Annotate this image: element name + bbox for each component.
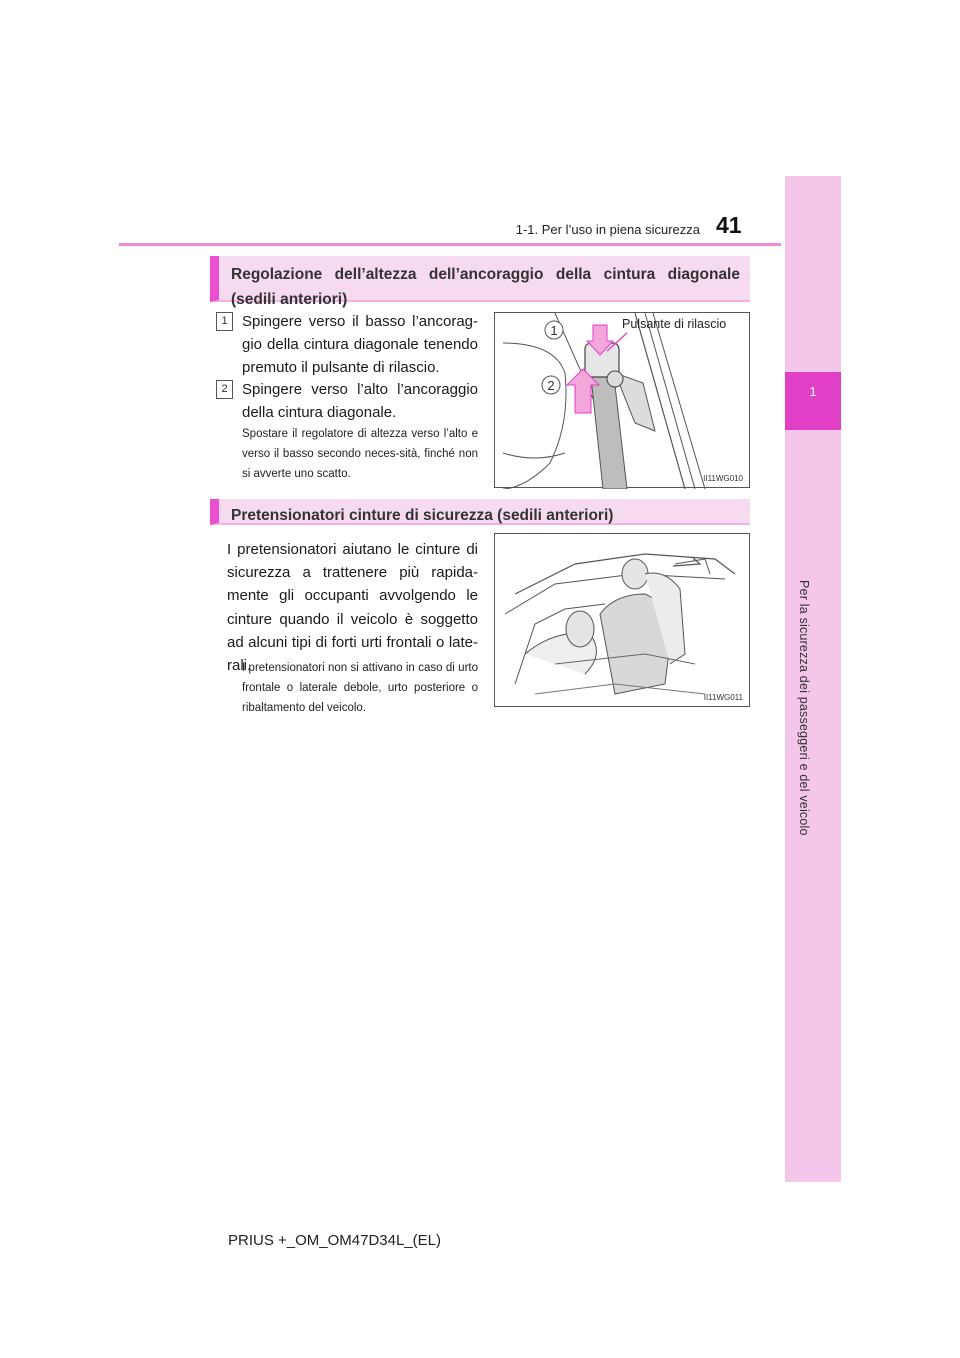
figure-code: II11WG010: [703, 474, 743, 483]
section-heading-anchor-height: Regolazione dell’altezza dell’ancoraggio della cintura diagonale (sedili anteriori): [210, 256, 750, 302]
step-number-badge: 2: [216, 380, 233, 399]
figure-belt-anchor-adjustment: [494, 312, 750, 488]
chapter-tab-marker: [785, 372, 841, 430]
page-number: 41: [716, 212, 742, 238]
header-rule: [119, 243, 781, 246]
belt-anchor-illustration: [495, 313, 751, 489]
step-note: Spostare il regolatore di altezza verso l’alto e verso il basso secondo neces-sità, finché non si avverte uno scatto.: [242, 428, 478, 480]
chapter-side-tab: [785, 176, 841, 1182]
pretensioner-illustration: [495, 534, 751, 708]
figure-marker-2: 2: [547, 378, 555, 393]
callout-release-button: Pulsante di rilascio: [622, 317, 727, 331]
step-item: [216, 378, 478, 424]
chapter-number: 1: [809, 384, 817, 399]
body-note: I pretensionatori non si attivano in caso di urto frontale o laterale debole, urto posteriore o ribaltamento del veicolo.: [242, 662, 478, 714]
step-item: [216, 310, 478, 379]
chapter-title: Per la sicurezza dei passeggeri e del veicolo: [797, 580, 811, 836]
step-text: Spingere verso il basso l’ancorag-gio della cintura diagonale tenendo premuto il pulsante di rilascio.: [242, 313, 478, 376]
figure-code: II11WG011: [703, 693, 743, 702]
footer-document-code: PRIUS +_OM_OM47D34L_(EL): [228, 1232, 442, 1249]
step-number-badge: 1: [216, 312, 233, 331]
figure-pretensioners: [494, 533, 750, 707]
step-text: Spingere verso l’alto l’ancoraggio della cintura diagonale.: [242, 381, 478, 421]
figure-marker-1: 1: [550, 323, 558, 338]
body-paragraph: I pretensionatori aiutano le cinture di sicurezza a trattenere più rapida-mente gli occupanti avvolgendo le cinture quando il veicolo è soggetto ad alcuni tipi di forti urti frontali o late-rali.: [227, 541, 478, 675]
running-header-section: 1-1. Per l’uso in piena sicurezza: [515, 222, 700, 237]
section-heading-pretensioners: Pretensionatori cinture di sicurezza (sedili anteriori): [210, 499, 750, 525]
